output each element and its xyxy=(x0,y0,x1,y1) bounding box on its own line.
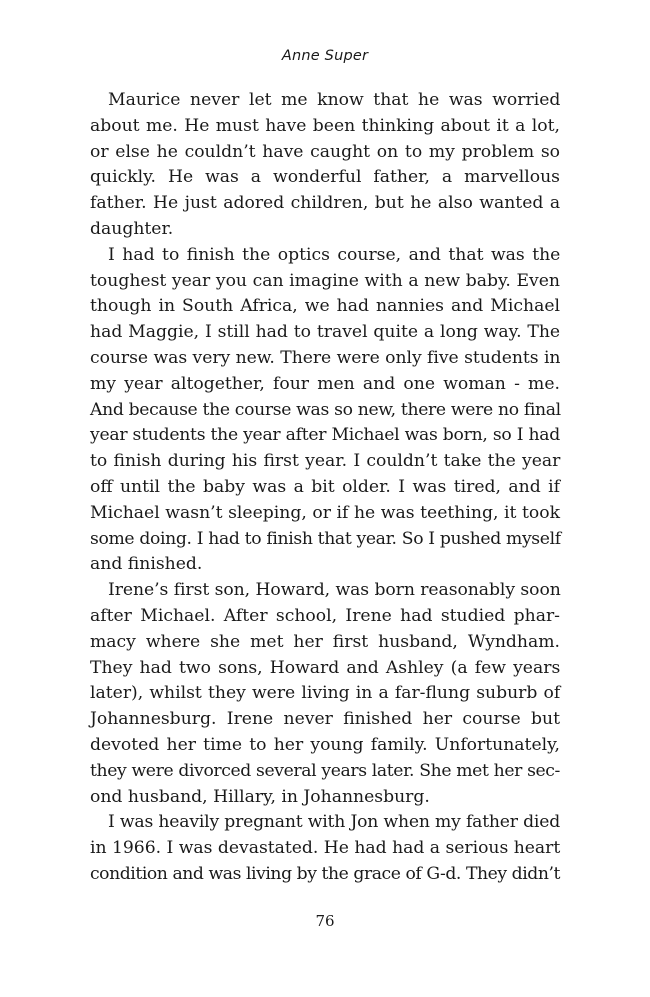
text-line: or else he couldn’t have caught on to my problem so xyxy=(90,141,560,162)
text-line: they were divorced several years later. She met her sec- xyxy=(90,760,560,781)
text-line: some doing. I had to finish that year. So I pushed myself xyxy=(90,528,561,549)
paragraph xyxy=(90,243,560,578)
text-line: Michael wasn’t sleeping, or if he was teething, it took xyxy=(90,502,560,523)
text-line: daughter. xyxy=(90,218,174,239)
text-line: Maurice never let me know that he was worried xyxy=(108,90,561,110)
body-text xyxy=(90,88,560,888)
text-line: had Maggie, I still had to travel quite a long way. The xyxy=(90,322,561,343)
text-line: my year altogether, four men and one woman - me. xyxy=(90,373,560,394)
running-head: Anne Super xyxy=(281,48,369,64)
text-line: and finished. xyxy=(90,554,203,575)
text-line: later), whilst they were living in a far-flung suburb of xyxy=(90,683,561,704)
paragraph xyxy=(90,578,560,810)
text-line: Irene’s first son, Howard, was born reasonably soon xyxy=(108,580,561,601)
text-line: I was heavily pregnant with Jon when my father died xyxy=(108,812,560,833)
text-line: father. He just adored children, but he also wanted a xyxy=(90,193,561,214)
text-line: They had two sons, Howard and Ashley (a few years xyxy=(90,657,561,678)
text-line: though in South Africa, we had nannies and Michael xyxy=(90,296,560,317)
text-line: course was very new. There were only five students in xyxy=(90,347,561,368)
text-line: And because the course was so new, there were no final xyxy=(90,399,561,420)
text-line: after Michael. After school, Irene had studied phar- xyxy=(90,605,560,626)
paragraph xyxy=(90,810,560,887)
text-line: devoted her time to her young family. Unfortunately, xyxy=(90,734,560,755)
text-line: off until the baby was a bit older. I was tired, and if xyxy=(90,476,560,497)
text-line: to finish during his first year. I couldn’t take the year xyxy=(90,451,561,472)
page-number: 76 xyxy=(315,912,335,930)
text-line: macy where she met her first husband, Wyndham. xyxy=(90,631,560,652)
text-line: toughest year you can imagine with a new baby. Even xyxy=(90,270,560,291)
text-line: I had to finish the optics course, and that was the xyxy=(108,244,561,265)
text-line: about me. He must have been thinking about it a lot, xyxy=(90,115,560,136)
text-line: year students the year after Michael was born, so I had xyxy=(90,425,561,446)
text-line: Johannesburg. Irene never finished her course but xyxy=(90,709,560,730)
text-line: ond husband, Hillary, in Johannesburg. xyxy=(90,786,430,807)
text-line: condition and was living by the grace of G-d. They didn’t xyxy=(90,863,560,884)
text-line: quickly. He was a wonderful father, a marvellous xyxy=(90,167,560,188)
text-line: in 1966. I was devastated. He had had a serious heart xyxy=(90,838,561,859)
paragraph xyxy=(90,88,560,243)
